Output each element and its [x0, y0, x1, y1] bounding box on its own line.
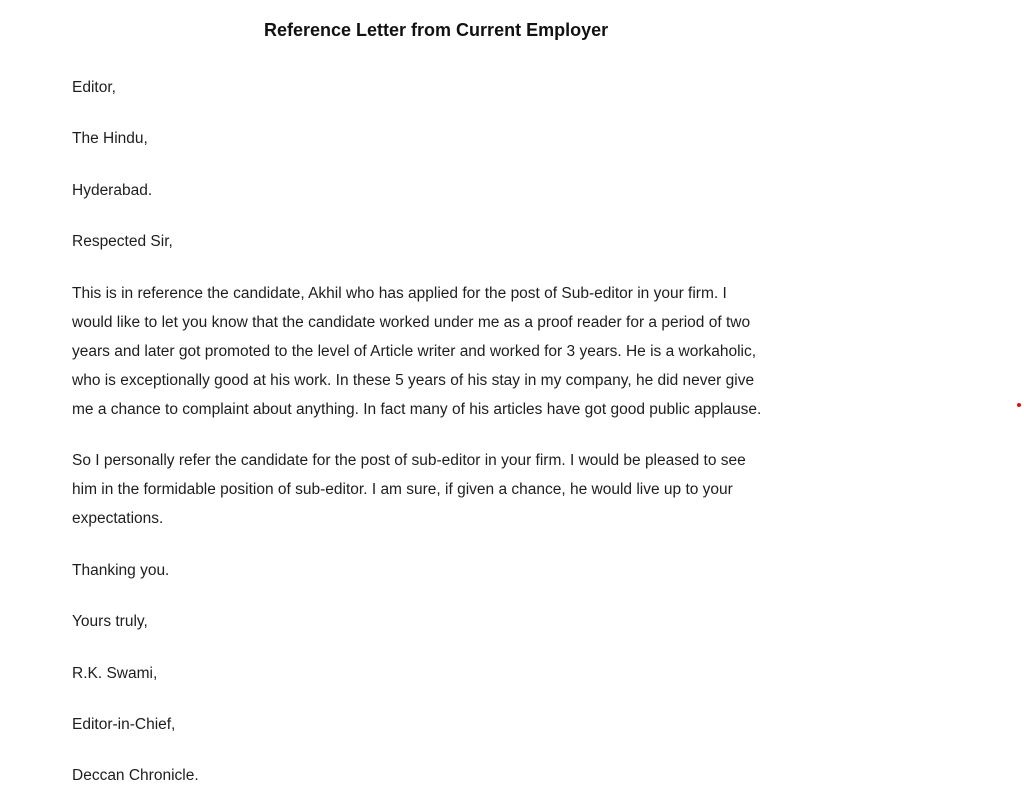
signature-position: Editor-in-Chief,: [72, 716, 176, 733]
paragraph-1-line: would like to let you know that the candidate worked under me as a proof reader for a period of two: [72, 314, 751, 331]
closing-line: Yours truly,: [72, 613, 148, 630]
recipient-line-3: Hyderabad.: [72, 182, 153, 199]
paragraph-2-line: So I personally refer the candidate for the post of sub-editor in your firm. I would be pleased to see: [72, 452, 746, 469]
recipient-line-2: The Hindu,: [72, 130, 148, 147]
paragraph-1-line: me a chance to complaint about anything. In fact many of his articles have got good public applause.: [72, 401, 762, 418]
body-paragraph-2: [72, 446, 852, 533]
body-paragraph-1: [72, 279, 852, 424]
thanks-line: Thanking you.: [72, 562, 170, 579]
paragraph-2-line: expectations.: [72, 510, 164, 527]
letter-title: Reference Letter from Current Employer: [264, 20, 609, 40]
salutation: Respected Sir,: [72, 233, 173, 250]
paragraph-1-line: who is exceptionally good at his work. In these 5 years of his stay in my company, he did never give: [72, 372, 755, 389]
red-dot-marker: [1017, 403, 1021, 407]
paragraph-1-line: years and later got promoted to the level of Article writer and worked for 3 years. He is a workaholic,: [72, 343, 757, 360]
recipient-line-1: Editor,: [72, 79, 116, 96]
paragraph-1-line: This is in reference the candidate, Akhil who has applied for the post of Sub-editor in your firm. I: [72, 285, 727, 302]
signature-organization: Deccan Chronicle.: [72, 767, 199, 784]
paragraph-2-line: him in the formidable position of sub-editor. I am sure, if given a chance, he would live up to your: [72, 481, 733, 498]
signature-name: R.K. Swami,: [72, 665, 158, 682]
